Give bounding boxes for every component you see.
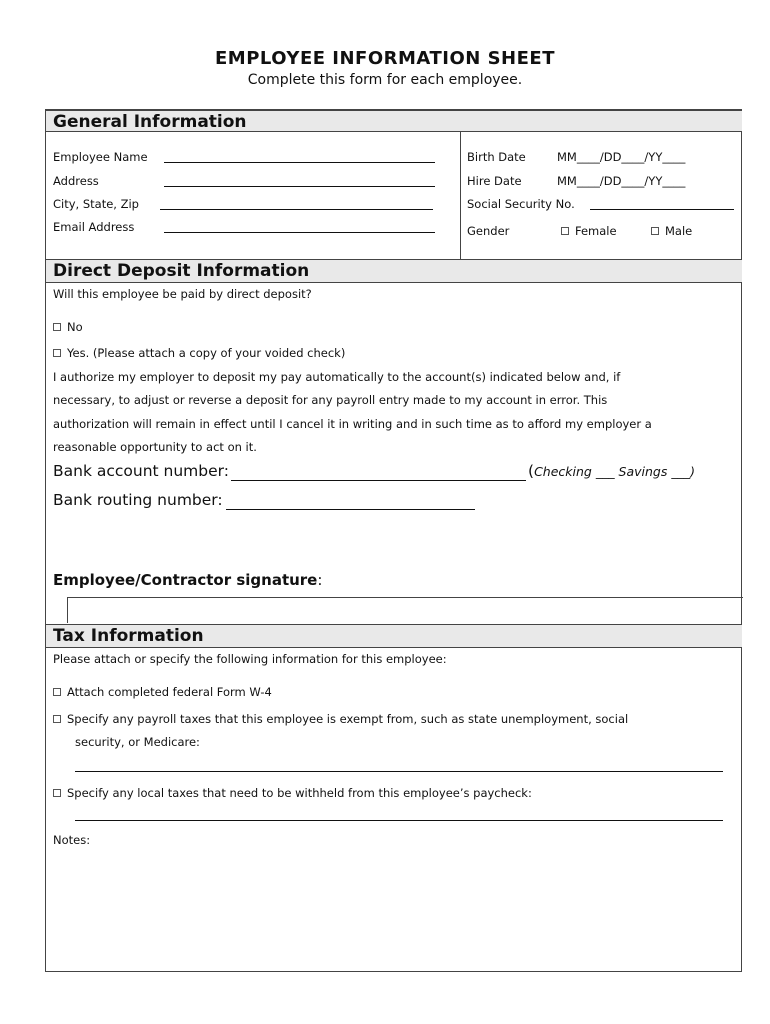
authorization-line: authorization will remain in effect until I cancel it in writing and in such time as to afford my employer a	[53, 417, 652, 431]
signature-field[interactable]	[67, 597, 743, 623]
page-subtitle: Complete this form for each employee.	[247, 72, 523, 88]
checking-savings-text: Checking ___ Savings ___	[534, 464, 691, 479]
general-divider	[460, 131, 461, 259]
city-state-zip-field[interactable]	[160, 209, 433, 210]
employee-name-label: Employee Name	[53, 150, 148, 164]
checkbox-icon[interactable]	[53, 349, 61, 357]
male-label: Male	[665, 224, 693, 238]
w4-label: Attach completed federal Form W-4	[67, 685, 272, 699]
no-label: No	[67, 320, 83, 334]
gender-label: Gender	[467, 224, 510, 238]
deposit-question: Will this employee be paid by direct deposit?	[53, 287, 312, 301]
address-field[interactable]	[164, 186, 435, 187]
tax-item-exempt[interactable]	[53, 712, 628, 726]
address-label: Address	[53, 174, 99, 188]
checkbox-icon[interactable]	[53, 715, 61, 723]
authorization-line: necessary, to adjust or reverse a deposit for any payroll entry made to my account in error. This	[53, 393, 608, 407]
female-label: Female	[575, 224, 617, 238]
routing-field[interactable]	[226, 509, 475, 510]
tax-section-header	[46, 624, 742, 648]
gender-male-option[interactable]	[651, 224, 692, 238]
exempt-label-cont: security, or Medicare:	[75, 735, 200, 749]
employee-name-field[interactable]	[164, 162, 435, 163]
deposit-heading: Direct Deposit Information	[53, 261, 310, 281]
bank-account-label: Bank account number:	[53, 462, 229, 480]
tax-item-local[interactable]	[53, 786, 532, 800]
authorization-line: reasonable opportunity to act on it.	[53, 440, 257, 454]
checkbox-icon[interactable]	[651, 227, 659, 235]
checkbox-icon[interactable]	[53, 323, 61, 331]
signature-label-text: Employee/Contractor signature	[53, 571, 318, 589]
form-frame	[45, 109, 742, 972]
ssn-label: Social Security No.	[467, 197, 575, 211]
ssn-field[interactable]	[590, 209, 734, 210]
hire-date-field[interactable]: MM____/DD____/YY____	[557, 174, 686, 188]
checkbox-icon[interactable]	[53, 688, 61, 696]
page-title: EMPLOYEE INFORMATION SHEET	[215, 48, 555, 69]
hire-date-label: Hire Date	[467, 174, 522, 188]
tax-heading: Tax Information	[53, 626, 204, 646]
signature-label: Employee/Contractor signature:	[53, 571, 323, 589]
deposit-yes-option[interactable]	[53, 346, 345, 360]
account-type: (Checking ___ Savings ___)	[528, 462, 695, 480]
local-taxes-field[interactable]	[75, 820, 723, 821]
general-heading: General Information	[53, 112, 247, 132]
email-label: Email Address	[53, 220, 135, 234]
birth-date-label: Birth Date	[467, 150, 526, 164]
exempt-label: Specify any payroll taxes that this employee is exempt from, such as state unemployment, social	[67, 712, 629, 726]
routing-label: Bank routing number:	[53, 491, 223, 509]
deposit-section-header	[46, 259, 742, 283]
general-section-header	[46, 110, 742, 132]
tax-item-w4[interactable]	[53, 685, 272, 699]
tax-intro: Please attach or specify the following information for this employee:	[53, 652, 447, 666]
gender-female-option[interactable]	[561, 224, 617, 238]
yes-label: Yes. (Please attach a copy of your voided check)	[67, 346, 346, 360]
authorization-line: I authorize my employer to deposit my pay automatically to the account(s) indicated below and, if	[53, 370, 621, 384]
email-field[interactable]	[164, 232, 435, 233]
local-label: Specify any local taxes that need to be withheld from this employee’s paycheck:	[67, 786, 532, 800]
notes-label: Notes:	[53, 833, 91, 847]
birth-date-field[interactable]: MM____/DD____/YY____	[557, 150, 686, 164]
deposit-no-option[interactable]	[53, 320, 83, 334]
checkbox-icon[interactable]	[53, 789, 61, 797]
city-state-zip-label: City, State, Zip	[53, 197, 139, 211]
checkbox-icon[interactable]	[561, 227, 569, 235]
exempt-taxes-field[interactable]	[75, 771, 723, 772]
bank-account-field[interactable]	[231, 480, 526, 481]
